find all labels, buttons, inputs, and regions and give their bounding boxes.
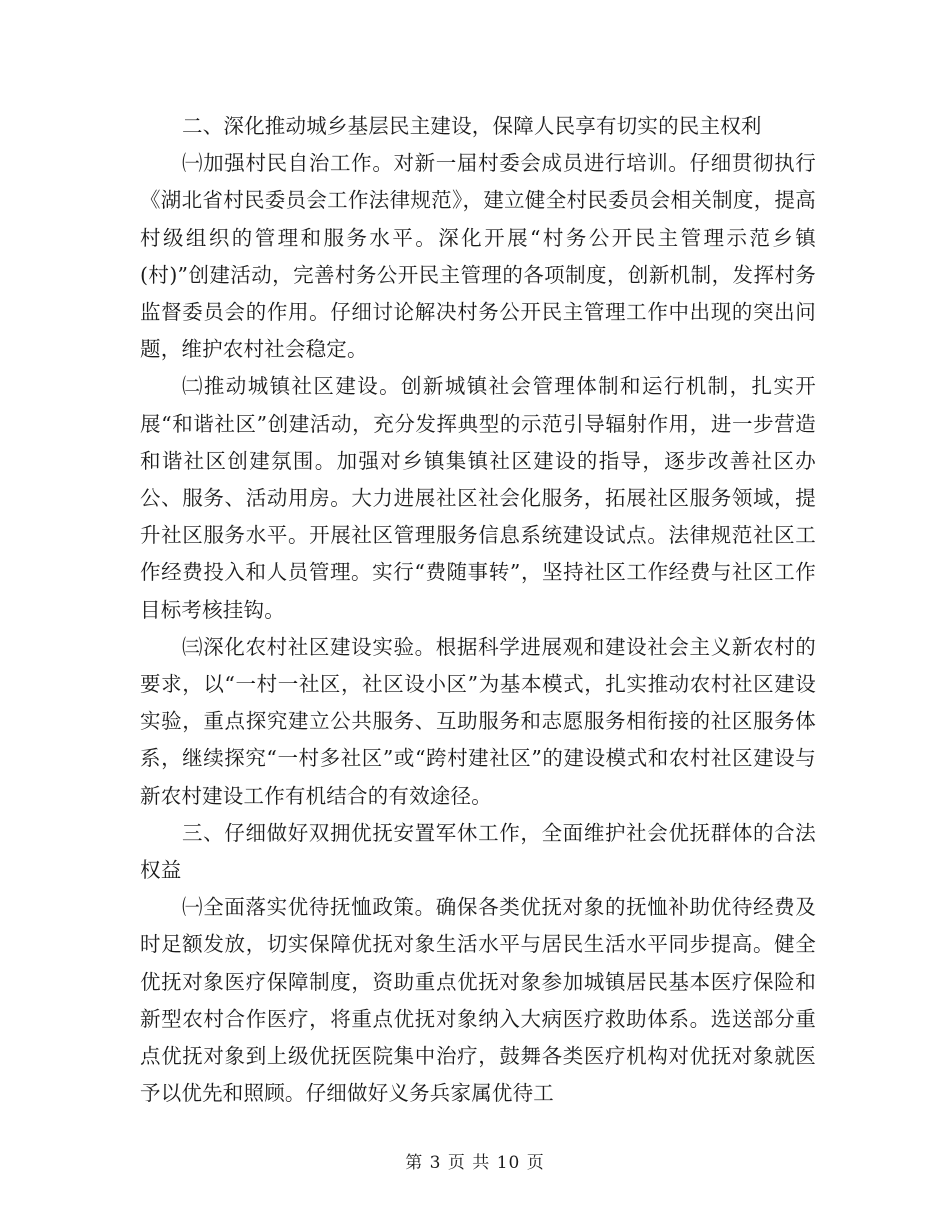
heading-section-two: 二、深化推动城乡基层民主建设，保障人民享有切实的民主权利 xyxy=(182,114,762,138)
paragraph-urban-community: ㈡推动城镇社区建设。创新城镇社会管理体制和运行机制，扎实开展“和谐社区”创建活动，充分发挥典型的示范引导辐射作用，进一步营造和谐社区创建氛围。加强对乡镇集镇社区建设的指导，逐步改善社区办公、服务、活动用房。大力进展社区社会化服务，拓展社区服务领域，提升社区服务水平。开展社区管理服务信息系统建设试点。法律规范社区工作经费投入和人员管理。实行“费随事转”，坚持社区工作经费与社区工作目标考核挂钩。 xyxy=(140,374,816,622)
paragraph-preferential-policy: ㈠全面落实优待抚恤政策。确保各类优抚对象的抚恤补助优待经费及时足额发放，切实保障优抚对象生活水平与居民生活水平同步提高。健全优抚对象医疗保障制度，资助重点优抚对象参加城镇居民基本医疗保险和新型农村合作医疗，将重点优抚对象纳入大病医疗救助体系。选送部分重点优抚对象到上级优抚医院集中治疗，鼓舞各类医疗机构对优抚对象就医予以优先和照顾。仔细做好义务兵家属优待工 xyxy=(140,895,816,1106)
document-body xyxy=(140,108,816,1112)
paragraph-villager-autonomy: ㈠加强村民自治工作。对新一届村委会成员进行培训。仔细贯彻执行《湖北省村民委员会工作法律规范》，建立健全村民委员会相关制度，提高村级组织的管理和服务水平。深化开展“村务公开民主管理示范乡镇(村)”创建活动，完善村务公开民主管理的各项制度，创新机制，发挥村务监督委员会的作用。仔细讨论解决村务公开民主管理工作中出现的突出问题，维护农村社会稳定。 xyxy=(140,151,816,362)
page-number-footer: 第 3 页 共 10 页 xyxy=(405,1153,545,1173)
heading-section-three: 三、仔细做好双拥优抚安置军休工作，全面维护社会优抚群体的合法权益 xyxy=(140,820,816,883)
paragraph-rural-community: ㈢深化农村社区建设实验。根据科学进展观和建设社会主义新农村的要求，以“一村一社区，社区设小区”为基本模式，扎实推动农村社区建设实验，重点探究建立公共服务、互助服务和志愿服务相衔接的社区服务体系，继续探究“一村多社区”或“跨村建社区”的建设模式和农村社区建设与新农村建设工作有机结合的有效途径。 xyxy=(140,634,816,808)
